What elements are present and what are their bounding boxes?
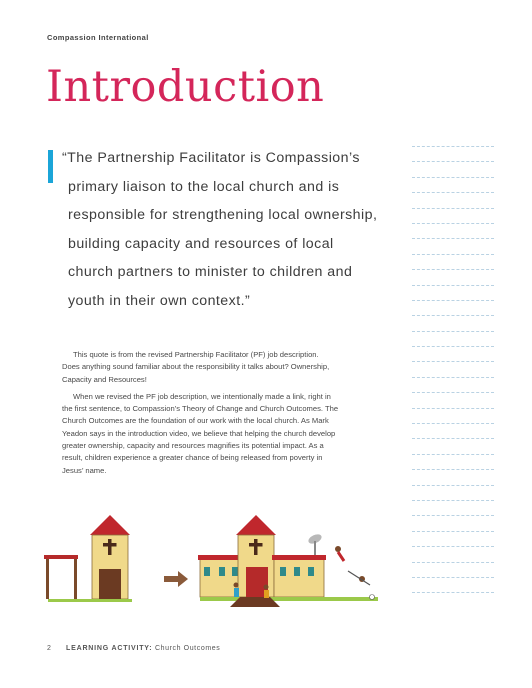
note-rule [412,423,494,424]
page-footer [47,645,220,652]
note-rule [412,300,494,301]
organization-name: Compassion International [47,33,149,42]
small-church-icon [44,515,132,602]
note-rule [412,377,494,378]
note-rule [412,161,494,162]
note-rule [412,592,494,593]
body-line: Capacity and Resources! [62,374,147,384]
note-rule [412,346,494,347]
note-rule [412,531,494,532]
body-paragraph [62,349,397,386]
note-rule [412,315,494,316]
body-line: Yeadon says in the introduction video, we believe that helping the church develop [62,428,336,438]
note-rule [412,208,494,209]
pull-quote [62,144,392,316]
body-paragraph [62,391,397,477]
quote-line: building capacity and resources of local [68,235,334,252]
note-rule [412,177,494,178]
quote-line: primary liaison to the local church and is [68,178,340,195]
page-number: 2 [47,645,52,652]
arrow-right-icon [164,571,188,587]
body-line: When we revised the PF job description, we intentionally made a link, right in [73,391,331,401]
quote-line: church partners to minister to children and [68,264,353,281]
note-rule [412,146,494,147]
note-rule [412,254,494,255]
quote-line: responsible for strengthening local ownership, [68,207,378,224]
page-title: Introduction [46,62,325,112]
note-rule [412,454,494,455]
body-line: result, children experience a greater chance of being released from poverty in [62,453,323,463]
note-rule [412,546,494,547]
body-text [62,349,397,482]
note-rule [412,485,494,486]
note-rule [412,408,494,409]
note-rule [412,192,494,193]
body-line: This quote is from the revised Partnership Facilitator (PF) job description. [73,350,319,359]
note-rule [412,562,494,563]
body-line: Does anything sound familiar about the responsibility it talks about? Ownership, [62,362,330,372]
note-rule [412,438,494,439]
large-church-icon [198,515,378,607]
quote-line: youth in their own context.” [68,292,251,309]
note-rule [412,269,494,270]
quote-line: “The Partnership Facilitator is Compassion’s [62,150,360,166]
note-rule [412,500,494,501]
footer-subtitle: Church Outcomes [154,645,221,652]
note-rule [412,577,494,578]
notes-lines [412,146,494,608]
note-rule [412,331,494,332]
note-rule [412,223,494,224]
note-rule [412,392,494,393]
body-line: the first sentence, to Compassion’s Theory of Change and Church Outcomes. The [62,404,339,414]
body-line: greater ownership, capacity and resources magnifies its potential impact. As a [62,441,324,451]
body-line: Jesus’ name. [62,465,107,475]
note-rule [412,361,494,362]
note-rule [412,285,494,286]
note-rule [412,238,494,239]
body-line: Church Outcomes are the foundation of our work with the local church. As Mark [62,416,329,426]
quote-accent-bar [48,150,53,183]
footer-label: LEARNING ACTIVITY: [66,645,153,652]
note-rule [412,469,494,470]
note-rule [412,515,494,516]
church-illustration [44,513,384,608]
